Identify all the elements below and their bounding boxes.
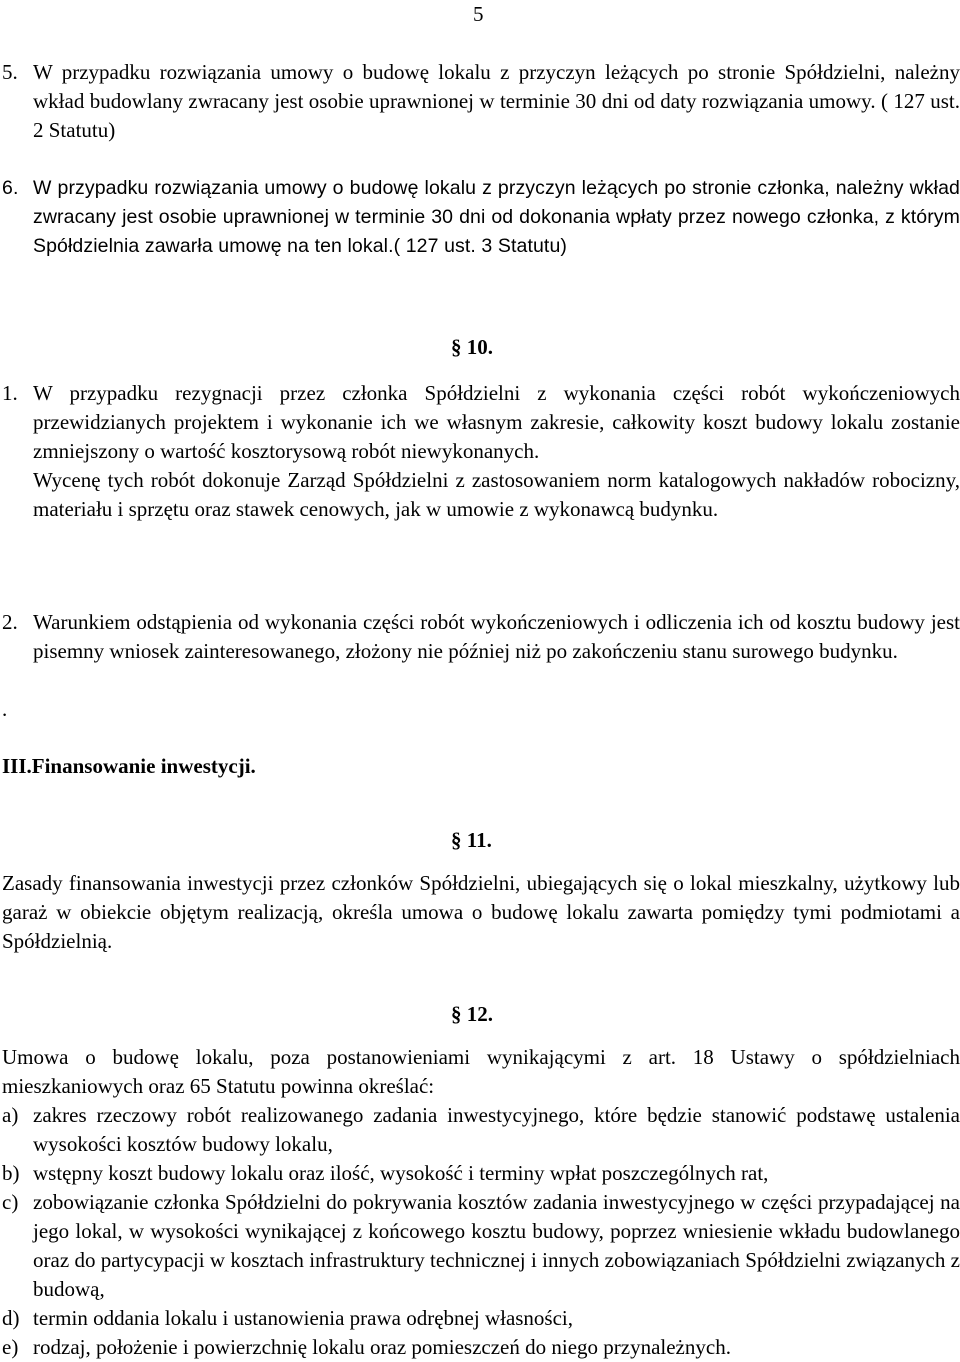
list-letter: a)	[2, 1103, 19, 1127]
list-item	[2, 1101, 960, 1159]
item-text: Warunkiem odstąpienia od wykonania części robót wykończeniowych i odliczenia ich od kosztu budowy jest pisemny wniosek zainteresowanego, złożony nie później niż po zakończeniu stanu surowego budynku.	[33, 610, 960, 663]
page-number: 5	[473, 2, 484, 26]
list-letter: b)	[2, 1161, 20, 1185]
section-12-list	[2, 1101, 960, 1362]
list-text: rodzaj, położenie i powierzchnię lokalu oraz pomieszczeń do niego przynależnych.	[33, 1335, 731, 1359]
list-text: termin oddania lokalu i ustanowienia prawa odrębnej własności,	[33, 1306, 574, 1330]
item-text: W przypadku rozwiązania umowy o budowę lokalu z przyczyn leżących po stronie Spółdzielni, należny wkład budowlany zwracany jest osobie uprawnionej w terminie 30 dni od daty rozwiązania umowy. ( 127 ust. 2 Statutu)	[33, 60, 960, 142]
paragraph-item-5	[2, 58, 960, 145]
section-number: 12.	[466, 1002, 493, 1026]
item-number: 5.	[2, 60, 18, 84]
list-text: wstępny koszt budowy lokalu oraz ilość, wysokość i terminy wpłat poszczególnych rat,	[33, 1161, 769, 1185]
list-letter: d)	[2, 1306, 20, 1330]
section-symbol: §	[451, 1002, 462, 1026]
section-number: 10.	[466, 335, 493, 359]
list-item	[2, 1304, 960, 1333]
section-symbol: §	[451, 335, 462, 359]
list-letter: c)	[2, 1190, 19, 1214]
paragraph-item-6	[2, 174, 960, 261]
item-number: 2.	[2, 610, 18, 634]
item-text-continued: Wycenę tych robót dokonuje Zarząd Spółdzielni z zastosowaniem norm katalogowych nakładów robocizny, materiału i sprzętu oraz stawek cenowych, jak w umowie z wykonawcą budynku.	[33, 468, 960, 521]
section-heading-11	[451, 826, 492, 855]
list-letter: e)	[2, 1335, 19, 1359]
item-number: 1.	[2, 381, 18, 405]
section-heading-12	[451, 1000, 493, 1029]
list-item	[2, 1159, 960, 1188]
stray-dot: .	[2, 697, 8, 721]
section-number: 11.	[466, 828, 492, 852]
chapter-title: III.Finansowanie inwestycji.	[2, 754, 256, 778]
section-10-item-1	[2, 379, 960, 524]
item-text: W przypadku rezygnacji przez członka Spółdzielni z wykonania części robót wykończeniowych przewidzianych projektem i wykonanie ich we własnym zakresie, całkowity koszt budowy lokalu zostanie zmniejszony o wartość kosztorysową robót niewykonanych.	[33, 381, 960, 463]
item-text: W przypadku rozwiązania umowy o budowę lokalu z przyczyn leżących po stronie członka, należny wkład zwracany jest osobie uprawnionej w terminie 30 dni od dokonania wpłaty przez nowego członka, z którym Spółdzielnia zawarła umowę na ten lokal.( 127 ust. 3 Statutu)	[33, 177, 960, 257]
section-11-text: Zasady finansowania inwestycji przez członków Spółdzielni, ubiegających się o lokal mieszkalny, użytkowy lub garaż w obiekcie objętym realizacją, określa umowa o budowę lokalu zawarta pomiędzy tymi podmiotami a Spółdzielnią.	[2, 871, 960, 953]
item-number: 6.	[2, 177, 19, 199]
list-item	[2, 1188, 960, 1304]
section-12-intro: Umowa o budowę lokalu, poza postanowieniami wynikającymi z art. 18 Ustawy o spółdzielniach mieszkaniowych oraz 65 Statutu powinna określać:	[2, 1045, 960, 1098]
section-heading-10	[451, 333, 493, 362]
section-10-item-2	[2, 608, 960, 666]
list-item	[2, 1333, 960, 1362]
list-text: zakres rzeczowy robót realizowanego zadania inwestycyjnego, które będzie stanowić podstawę ustalenia wysokości kosztów budowy lokalu,	[33, 1103, 960, 1156]
list-text: zobowiązanie członka Spółdzielni do pokrywania kosztów zadania inwestycyjnego w części przypadającej na jego lokal, w wysokości wynikającej z końcowego kosztu budowy, poprzez wniesienie wkładu budowlanego oraz do partycypacji w kosztach infrastruktury technicznej i innych zobowiązaniach Spółdzielni związanych z budową,	[33, 1190, 960, 1301]
section-symbol: §	[451, 828, 462, 852]
